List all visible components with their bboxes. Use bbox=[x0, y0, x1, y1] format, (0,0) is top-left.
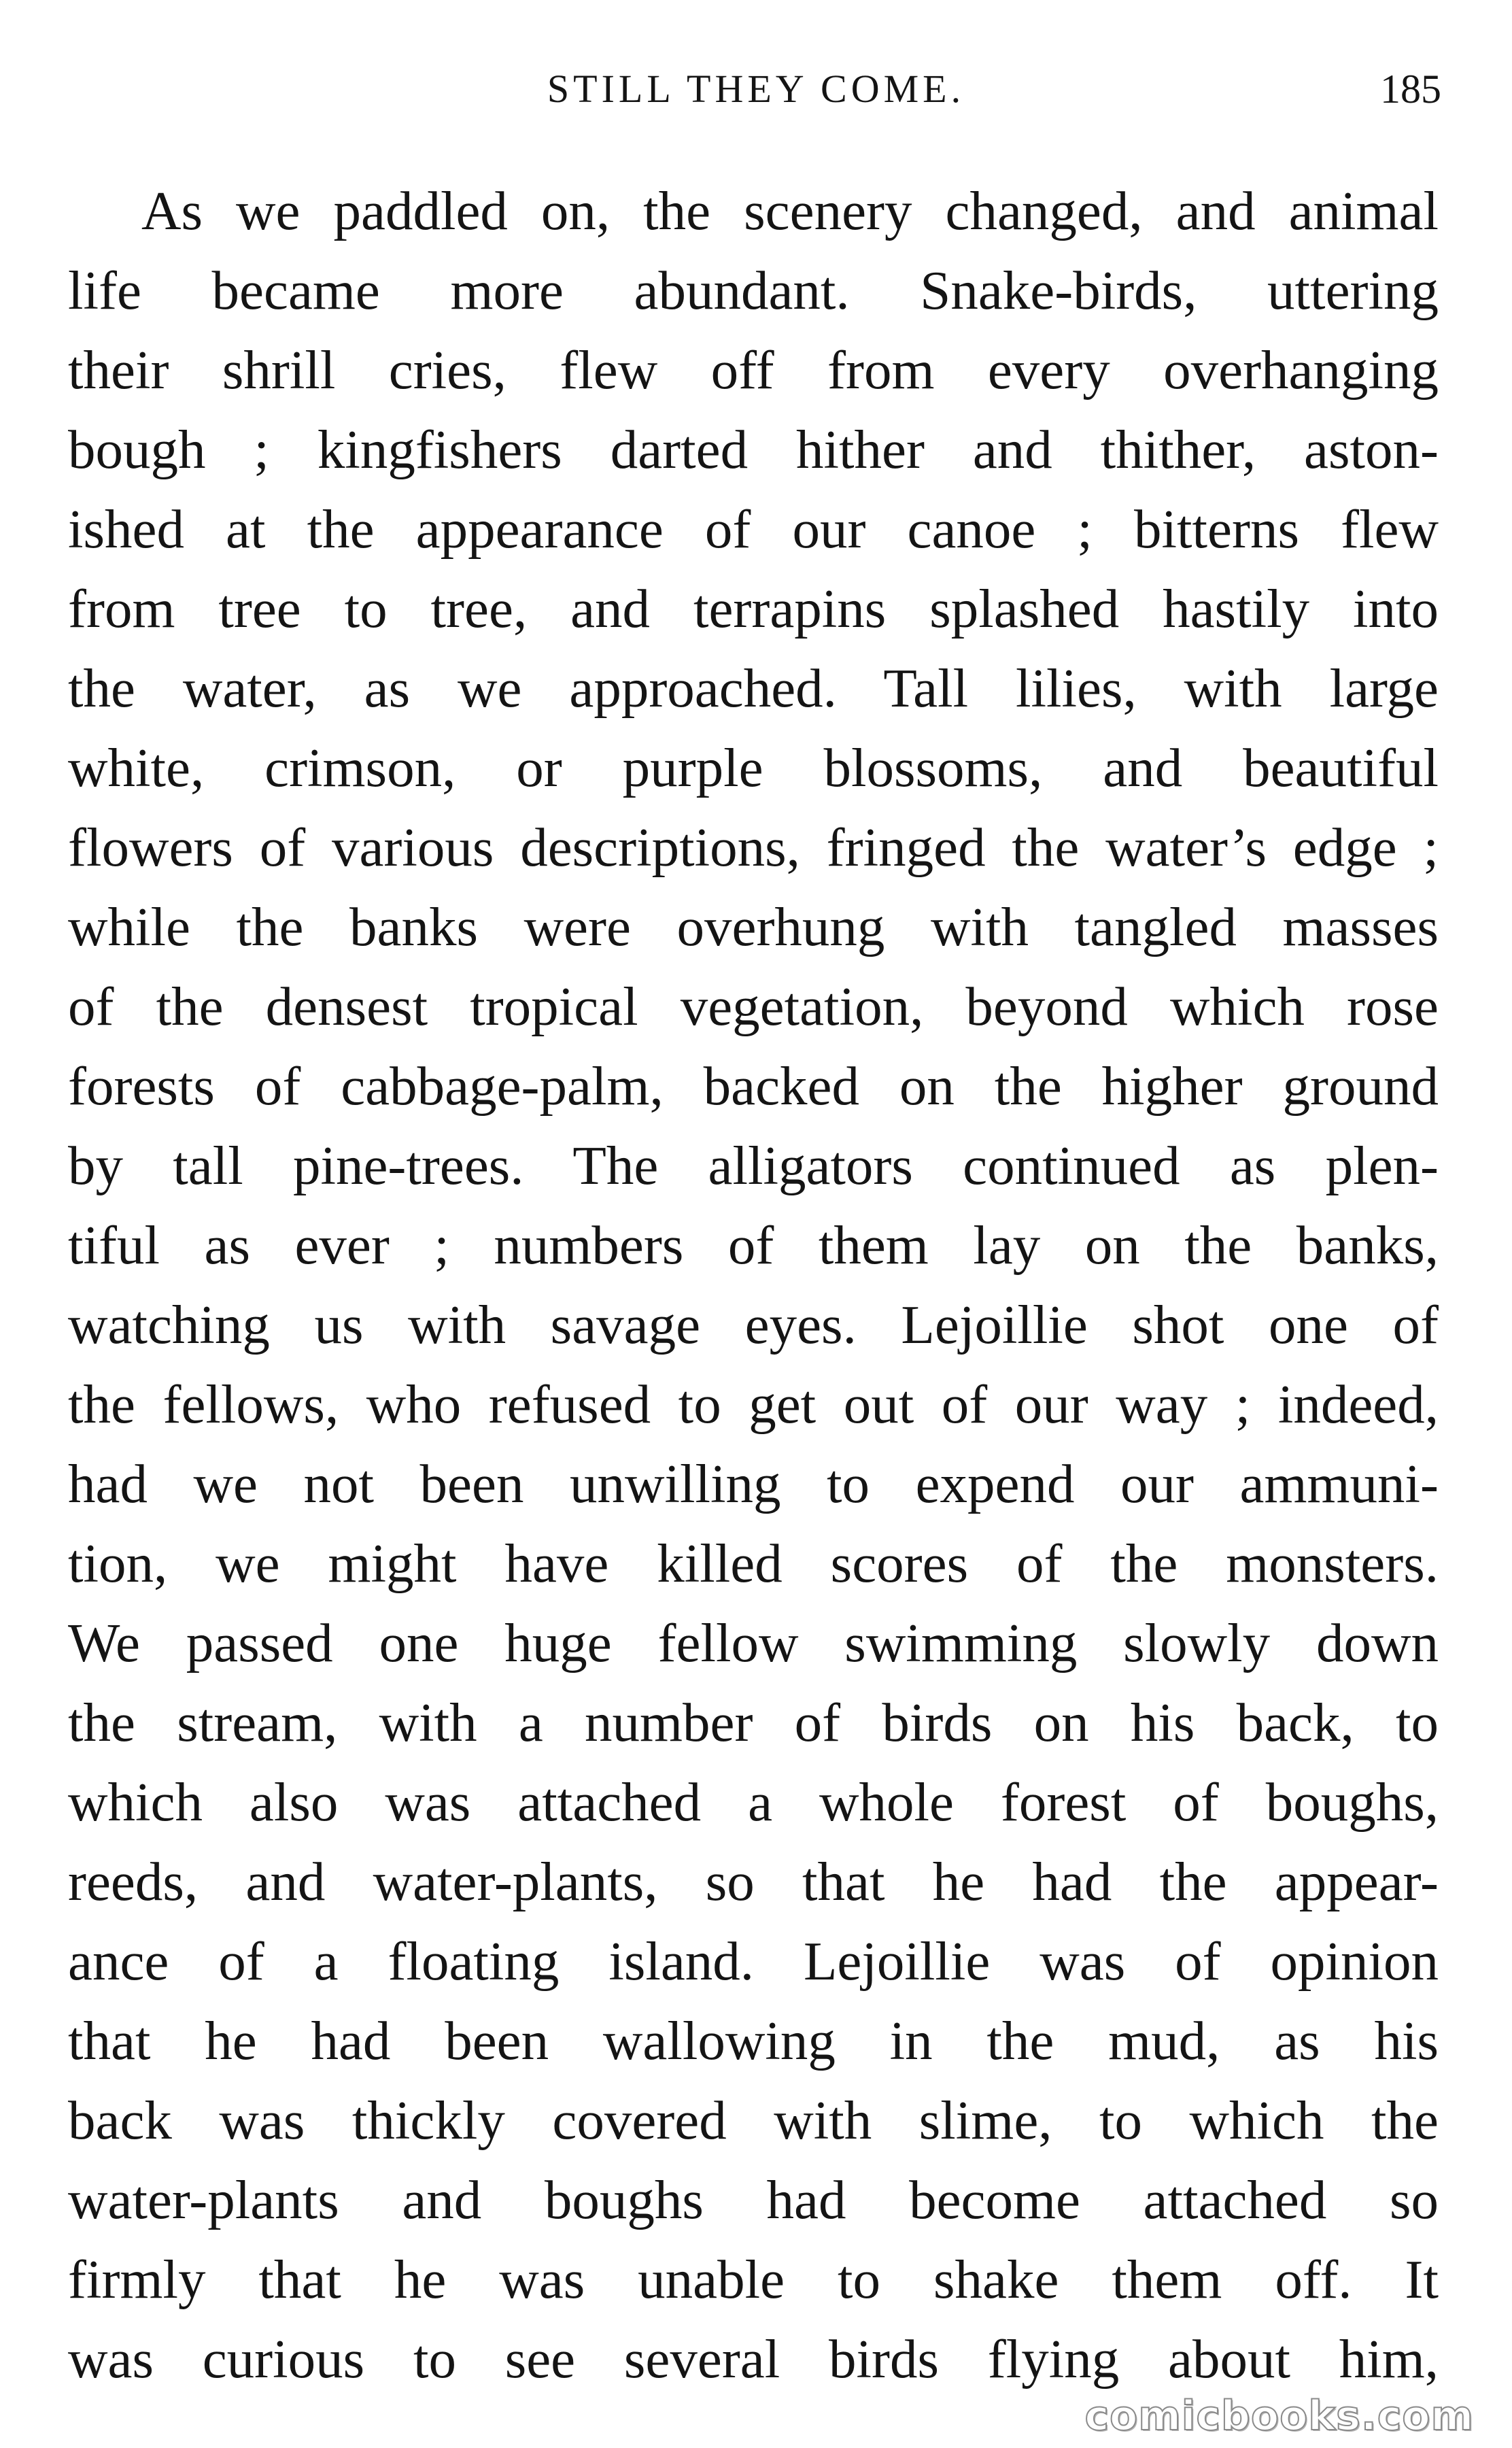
running-title: STILL THEY COME. bbox=[547, 67, 965, 111]
text-line: We passed one huge fellow swimming slowly down bbox=[68, 1612, 1439, 1673]
text-line: while the banks were overhung with tangled masses bbox=[68, 896, 1439, 957]
text-line: reeds, and water-plants, so that he had the appear- bbox=[68, 1851, 1439, 1912]
text-line: tion, we might have killed scores of the monsters. bbox=[68, 1533, 1439, 1594]
text-line: was curious to see several birds flying about him, bbox=[68, 2328, 1439, 2390]
text-line: As we paddled on, the scenery changed, and animal bbox=[141, 180, 1439, 241]
text-line: forests of cabbage-palm, backed on the higher ground bbox=[68, 1055, 1439, 1117]
text-line: ance of a floating island. Lejoillie was of opinion bbox=[68, 1931, 1439, 1992]
text-line: the fellows, who refused to get out of our way ; indeed, bbox=[68, 1374, 1439, 1435]
text-line: flowers of various descriptions, fringed the water’s edge ; bbox=[68, 817, 1439, 878]
watermark: comicbooks.com bbox=[1084, 2392, 1474, 2440]
text-line: the water, as we approached. Tall lilies, with large bbox=[68, 658, 1439, 719]
text-line: ished at the appearance of our canoe ; bitterns flew bbox=[68, 498, 1439, 560]
text-line: bough ; kingfishers darted hither and thither, aston- bbox=[68, 419, 1439, 480]
text-line: their shrill cries, flew off from every overhanging bbox=[68, 339, 1439, 401]
text-line: white, crimson, or purple blossoms, and beautiful bbox=[68, 737, 1439, 798]
text-line: watching us with savage eyes. Lejoillie shot one of bbox=[68, 1294, 1439, 1355]
text-line: had we not been unwilling to expend our ammuni- bbox=[68, 1453, 1439, 1514]
text-line: water-plants and boughs had become attached so bbox=[68, 2169, 1439, 2230]
running-header bbox=[0, 58, 1512, 120]
text-line: which also was attached a whole forest of boughs, bbox=[68, 1771, 1439, 1833]
text-line: from tree to tree, and terrapins splashed hastily into bbox=[68, 578, 1439, 639]
text-line: by tall pine-trees. The alligators continued as plen- bbox=[68, 1135, 1439, 1196]
page-number: 185 bbox=[1380, 67, 1441, 112]
text-line: life became more abundant. Snake-birds, uttering bbox=[68, 260, 1439, 321]
text-line: tiful as ever ; numbers of them lay on the banks, bbox=[68, 1214, 1439, 1276]
text-line: firmly that he was unable to shake them off. It bbox=[68, 2249, 1439, 2310]
text-line: the stream, with a number of birds on his back, to bbox=[68, 1692, 1439, 1753]
text-line: that he had been wallowing in the mud, as his bbox=[68, 2010, 1439, 2071]
text-line: back was thickly covered with slime, to which the bbox=[68, 2090, 1439, 2151]
body-text bbox=[68, 171, 1439, 2399]
text-line: of the densest tropical vegetation, beyond which rose bbox=[68, 976, 1439, 1037]
